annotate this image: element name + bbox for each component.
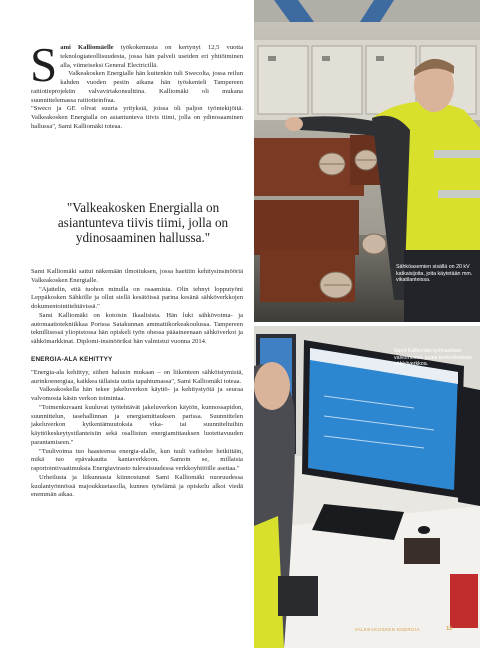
page-number: 13 xyxy=(446,626,452,632)
body-paragraph: Valkeakosken Energialle hän kuitenkin tuli Swecolta, jossa reilun kahden vuoden pestin aikana hän työskenteli Tampereen raitiotieprojektin valvavirtakonsulttina. Kalliomäki oli mukana suunnittelemassa raitiotieinfraa. xyxy=(31,70,243,104)
body-paragraph: Sami Kalliomäki on kotoisin Ikaalisista. Hän luki sähkövoima- ja automaatiotekniikkaa Porissa Satakunnan ammattikorkeakoulussa. Tampereen teknillisessä yliopistossa hän opiskeli työn ohessa pääaineenaan sähköverkot ja sähkömarkkinat. Diplomi-insinööriksi hän valmistui vuonna 2014. xyxy=(31,311,243,345)
magazine-name: VALKEAKOSKEN ENERGIA xyxy=(354,627,420,632)
lead-text: työkokemusta on kertynyt 12,5 vuotta teknologiateollisuudesta, jossa hän palveli useiden eri yhtiöiminen alla, viimeiseksi General Electricillä. xyxy=(60,44,244,69)
body-paragraph: "Energia-ala kehittyy, siihen halusin mukaan – on liikenteen sähköistymistä, aurinkoenergiaa, kaikkea tällaista uutta tapahtumassa", Sami Kalliomäki toteaa. xyxy=(31,368,243,385)
section-heading: ENERGIA-ALA KEHITTYY xyxy=(31,355,113,363)
lead-bold-text: ami Kalliomäelle xyxy=(60,44,114,51)
body-paragraph: Valkeakoskella hän tekee jakeluverkon käyttö- ja kehitystyötä ja seuraa valvomosta käsin verkon toimintaa. xyxy=(31,386,243,402)
photo-caption: Sami Kalliomäki työmaallaan valvomossa, jossa kontrolloidaan sähköverkkoa. xyxy=(394,348,472,368)
substation-photo xyxy=(254,0,480,322)
pull-quote: "Valkeakosken Energialla on asiantunteva tiivis tiimi, jolla on ydinosaaminen hallussa." xyxy=(57,200,229,246)
body-paragraph: "Toimenkuvaani kuuluvat työtehtävät jakeluverkon käytön, kunnossapidon, suunnittelun, tasehallinnan ja energiamittauksen parissa. Suunnittelen jakeluverkon kytkentämuutoksia vika- tai suunniteltuihin käyttökeskeytystilanteisiin sekä osallistun energiamittauksen luotettavuuden parantamiseen." xyxy=(31,403,243,446)
photo-caption: Sähköasemien sisällä on 20 kV katkaisijoita, joita käytetään mm. vikatilanteissa. xyxy=(396,264,473,284)
control-room-photo-illustration xyxy=(254,326,480,648)
body-paragraph: "Ajattelin, että tuohon minulla on osaamista. Olin tehnyt lopputyöni Leppäkosken Sähkölle ja ollut siellä kesätöissä parina kesänä sähköverkkojen dokumentointitehtävissä." xyxy=(31,285,243,310)
article-body xyxy=(31,268,243,500)
control-room-photo xyxy=(254,326,480,648)
body-paragraph: Urheilusta ja liikunnasta kiinnostunut Sami Kalliomäki nuoruudessa kuulantyönnössä majoukkuetasolla, kunnes työelämä ja opiskelu alkoi viedä enemmän aikaa. xyxy=(31,473,243,499)
body-paragraph: "Sweco ja GE olivat suuria yrityksiä, joissa oli paljon työntekijöitä. Valkeakosken Energialla on asiantunteva tiivis tiimi, jolla on ydinosaaminen hallussa", Sami Kalliomäki toteaa. xyxy=(31,105,243,130)
body-paragraph: "Tuulivoima tuo haasteensa energia-alalle, kun tuuli vaihtelee hetkittäin, mikä tuo epävakautta kantaverkkoon. Samoin se, millaisia raportointivaatimuksia Energiavirasto tulevaisuudessa verkkoyhtiöille asettaa." xyxy=(31,447,243,472)
body-paragraph: Sami Kalliomäki sattui näkemään ilmoituksen, jossa haettiin kehitysinsinööriä Valkeakosken Energialle. xyxy=(31,268,243,284)
drop-cap: S xyxy=(30,37,58,92)
article-intro xyxy=(30,37,244,132)
